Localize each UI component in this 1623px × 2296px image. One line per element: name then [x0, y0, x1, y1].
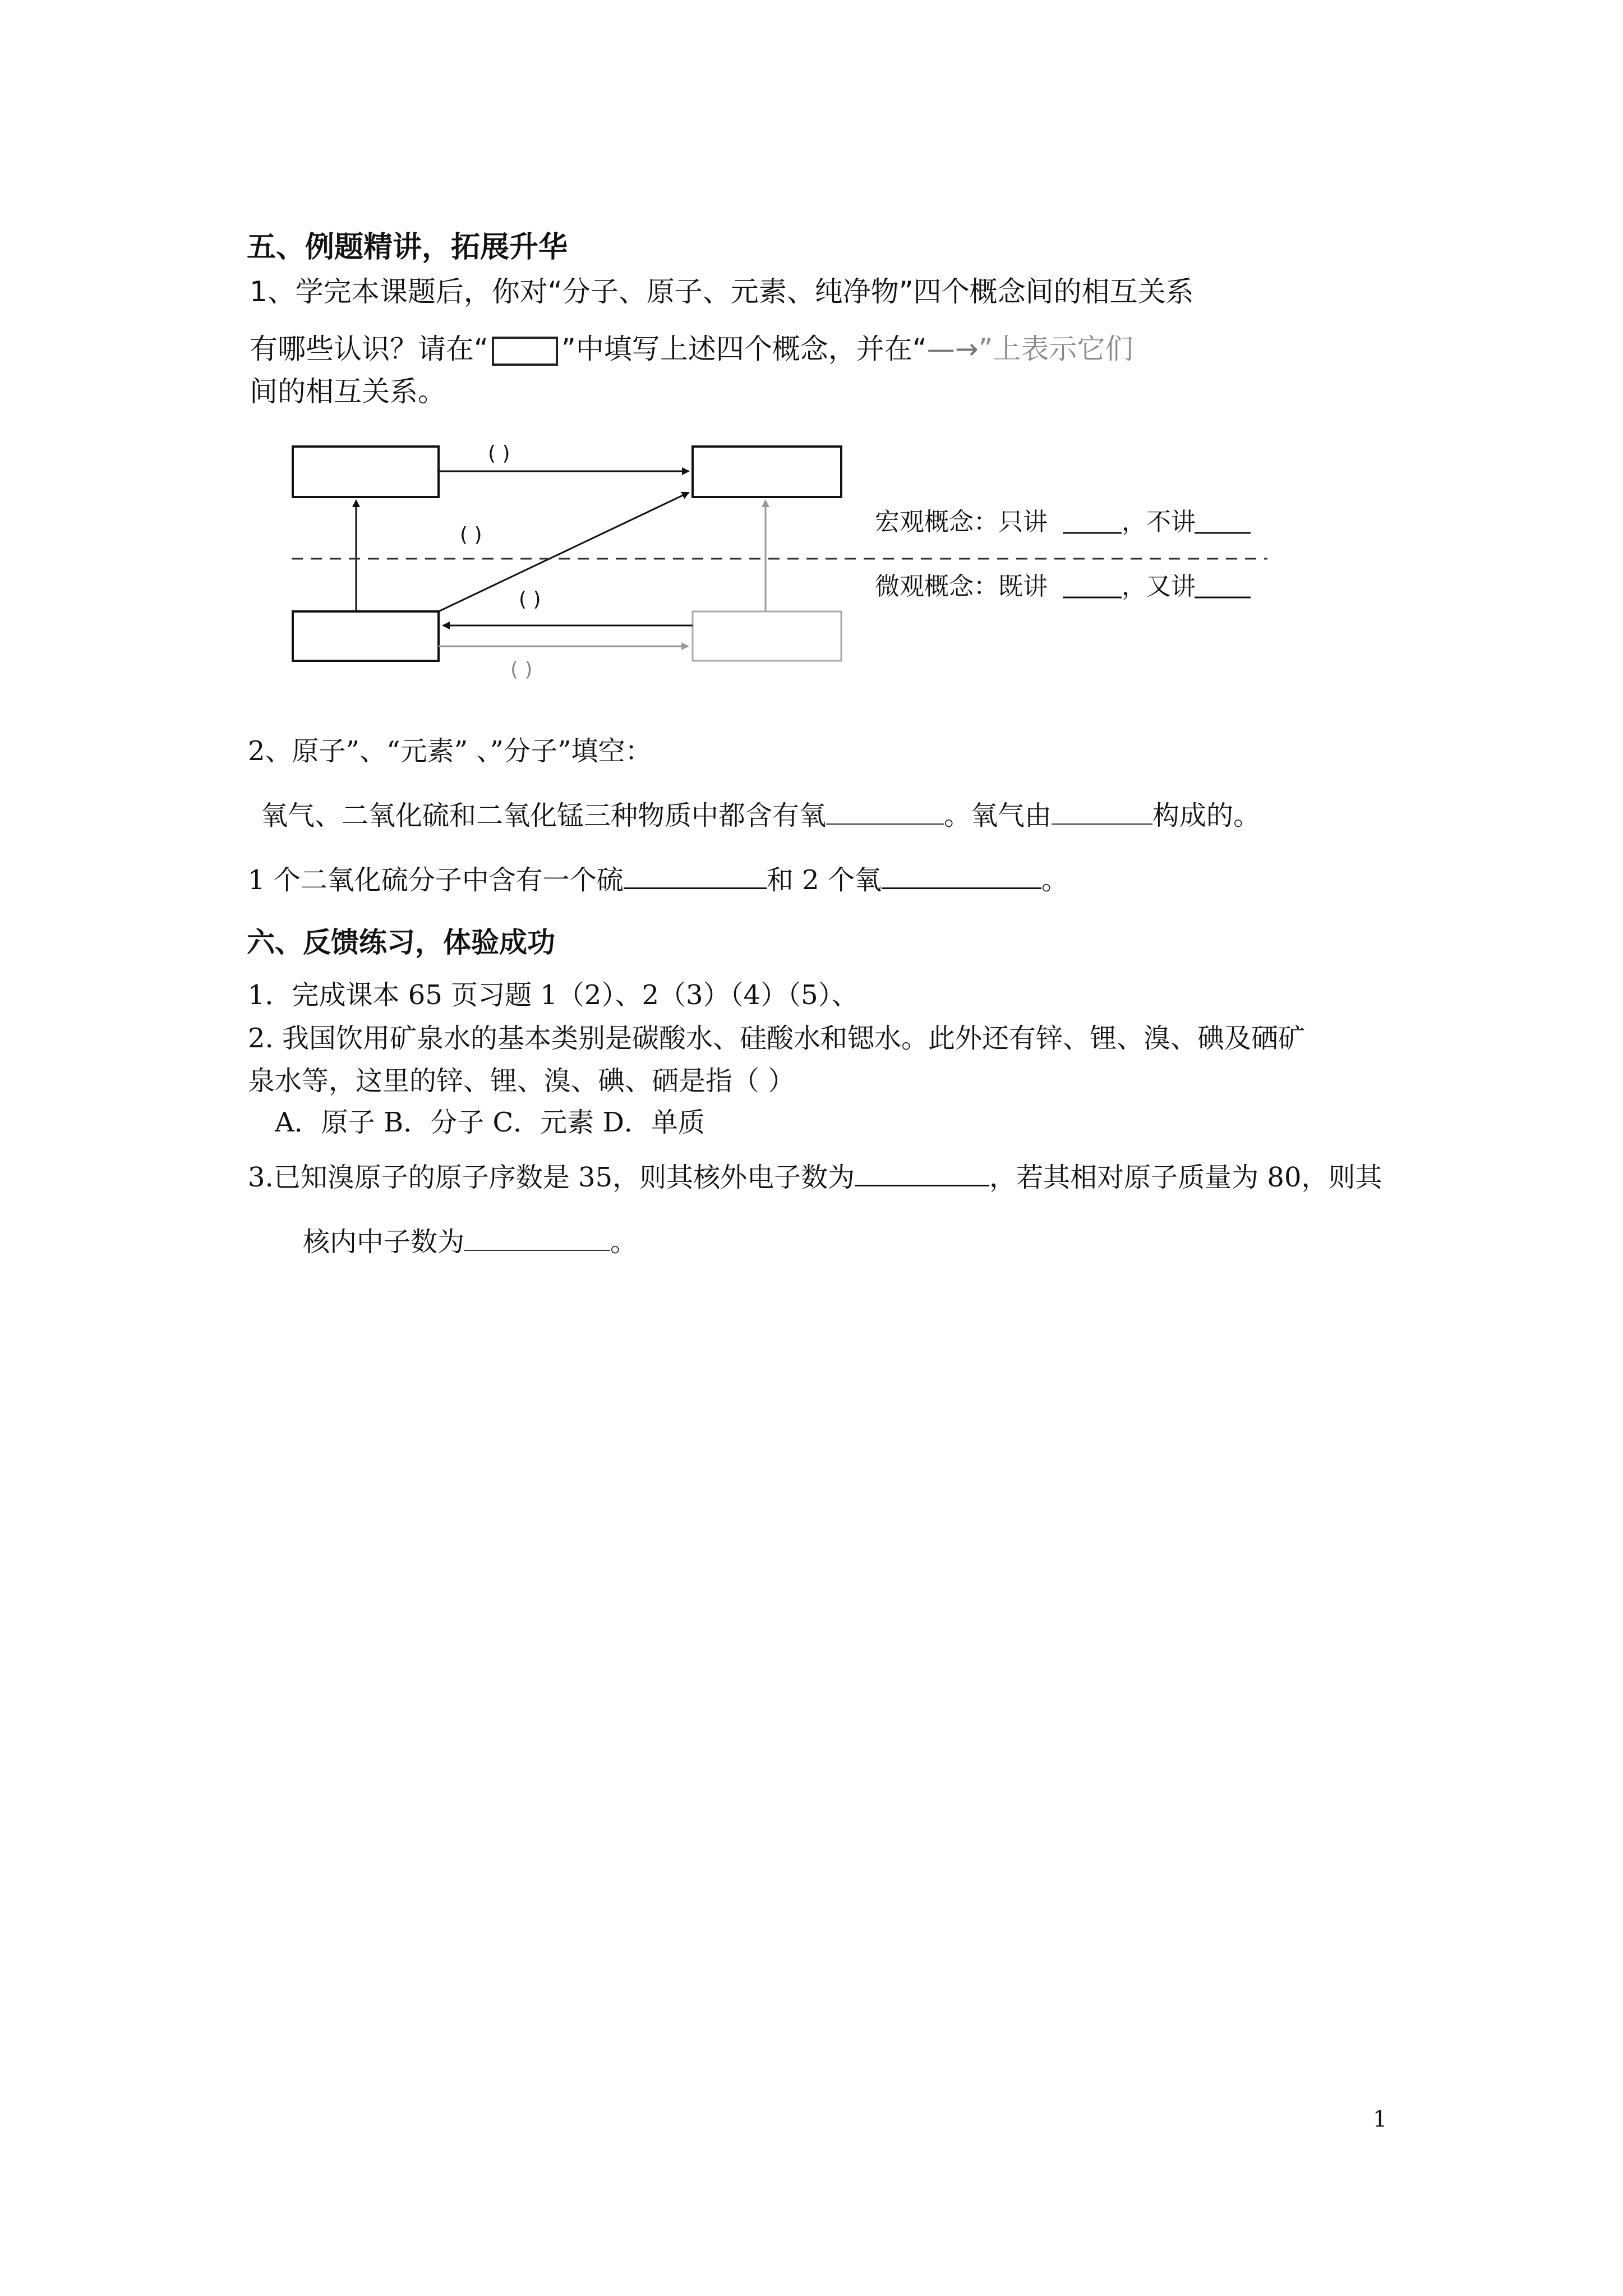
- micro-concept-label: [875, 572, 1048, 601]
- question-1-line-2-part-a: 有哪些认识？请在“: [250, 333, 488, 365]
- q2-line2-part-c: 。: [1041, 864, 1068, 896]
- page-number: 1: [1373, 2106, 1387, 2132]
- micro-separator: ，又讲: [1122, 572, 1196, 601]
- section-6-item-2-line-2: 泉水等，这里的锌、锂、溴、碘、硒是指（ ）: [248, 1065, 795, 1097]
- paren-top: ( ): [488, 442, 510, 465]
- question-2-title: 2、原子”、“元素” 、”分子”填空：: [248, 735, 652, 767]
- oxygen-constituent-blank[interactable]: [1052, 823, 1152, 825]
- q3-line1-part-b: ，若其相对原子质量为 80，则其: [989, 1162, 1382, 1193]
- q2-line1-part-c: 构成的。: [1152, 800, 1261, 831]
- inline-box-icon: [492, 337, 558, 366]
- box-bottom-right[interactable]: [693, 611, 841, 661]
- section-6-item-2-line-1: 2. 我国饮用矿泉水的基本类别是碳酸水、硅酸水和锶水。此外还有锌、锂、溴、碘及硒矿: [248, 1023, 1306, 1054]
- box-bottom-left[interactable]: [293, 611, 439, 661]
- micro-label-text: 微观概念：既讲: [875, 572, 1048, 601]
- section-5-title: 五、例题精讲，拓展升华: [247, 231, 568, 264]
- question-2-line-1: [261, 794, 1260, 832]
- sulfur-blank[interactable]: [624, 887, 767, 889]
- q3-line2-part-a: 核内中子数为: [303, 1226, 465, 1258]
- question-1-line-3: 间的相互关系。: [250, 375, 446, 408]
- section-6-item-2-options: A．原子 B．分子 C．元素 D．单质: [275, 1107, 705, 1138]
- section-6-title: 六、反馈练习，体验成功: [247, 926, 555, 959]
- concept-relationship-diagram: [280, 426, 1279, 690]
- box-top-left[interactable]: [293, 447, 439, 497]
- q2-line1-part-b: 。氧气由: [944, 800, 1052, 831]
- paren-bottom: ( ): [510, 658, 533, 681]
- section-6-item-3-line-2: [303, 1220, 637, 1259]
- q2-line2-part-b: 和 2 个氧: [766, 864, 882, 896]
- electron-count-blank[interactable]: [855, 1185, 989, 1186]
- q3-line1-part-a: 3.已知溴原子的原子序数是 35，则其核外电子数为: [248, 1162, 855, 1193]
- question-1-line-2: [250, 326, 1133, 367]
- oxygen-atoms-blank[interactable]: [882, 887, 1041, 889]
- paren-diagonal: ( ): [460, 523, 482, 546]
- oxygen-element-blank[interactable]: [826, 823, 944, 825]
- neutron-count-blank[interactable]: [464, 1250, 610, 1251]
- box-top-right[interactable]: [693, 447, 841, 497]
- question-1-line-1: 1、学完本课题后，你对“分子、原子、元素、纯净物”四个概念间的相互关系: [250, 275, 1194, 308]
- arrow-diagonal: [439, 493, 689, 611]
- section-6-item-1: 1．完成课本 65 页习题 1（2）、2（3）（4）（5）、: [248, 979, 859, 1011]
- q2-line1-part-a: 氧气、二氧化硫和二氧化锰三种物质中都含有氧: [261, 800, 827, 831]
- question-1-line-2-part-c: ”上表示它们: [978, 333, 1133, 365]
- q2-line2-part-a: 1 个二氧化硫分子中含有一个硫: [248, 864, 624, 896]
- question-1-line-2-part-b: ”中填写上述四个概念，并在“: [561, 333, 927, 365]
- paren-middle: ( ): [519, 588, 541, 611]
- macro-label-text: 宏观概念：只讲: [875, 508, 1048, 536]
- question-2-line-2: [248, 858, 1068, 897]
- arrow-icon: —→: [926, 333, 979, 365]
- macro-separator: ，不讲: [1122, 508, 1196, 536]
- macro-concept-label: [875, 508, 1048, 536]
- q3-line2-part-b: 。: [610, 1226, 638, 1258]
- section-6-item-3-line-1: [248, 1156, 1382, 1194]
